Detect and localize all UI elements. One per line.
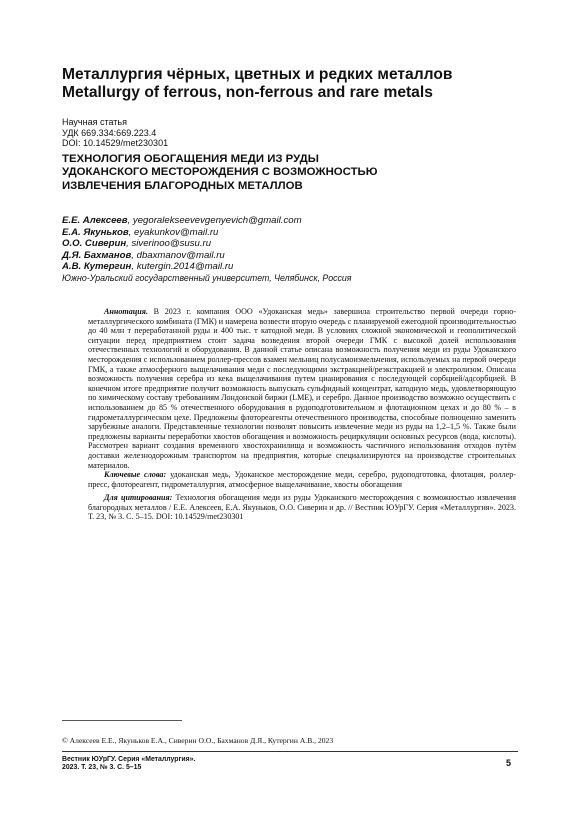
article-title-line: УДОКАНСКОГО МЕСТОРОЖДЕНИЯ С ВОЗМОЖНОСТЬЮ [62, 166, 378, 179]
journal-footer [62, 756, 262, 773]
author-email[interactable]: eyakunkov@mail.ru [134, 226, 219, 238]
citation-label: Для цитирования: [104, 493, 173, 503]
author-list [62, 215, 522, 285]
citation-text: Технология обогащения меди из руды Удоканского месторождения с возможностью извлечения благородных металлов / Е.Е. Алексеев, Е.А. Якуньков, О.О. Сиверин и др. // Вестник ЮУрГУ. Серия «Металлургия». 2023. Т. 23, № 3. С. 5–15. DOI: 10.14529/met230301 [88, 493, 516, 522]
citation-paragraph [88, 493, 516, 522]
abstract-block [88, 307, 516, 522]
article-title-line: ИЗВЛЕЧЕНИЯ БЛАГОРОДНЫХ МЕТАЛЛОВ [62, 179, 303, 192]
keywords-paragraph [88, 470, 516, 489]
article-meta [62, 117, 362, 149]
author-entry: Е.Е. Алексеев, yegoralekseevevgenyevich@gmail.com [62, 215, 302, 226]
article-type: Научная статья [62, 117, 127, 127]
journal-name: Вестник ЮУрГУ. Серия «Металлургия». [62, 756, 196, 763]
doi-link[interactable]: DOI: 10.14529/met230301 [62, 138, 169, 149]
udc-code: УДК 669.334:669.223.4 [62, 127, 157, 138]
section-title-en: Metallurgy of ferrous, non-ferrous and rare metals [62, 84, 433, 101]
footer-divider [62, 751, 518, 752]
article-title-line: ТЕХНОЛОГИЯ ОБОГАЩЕНИЯ МЕДИ ИЗ РУДЫ [62, 153, 319, 165]
page-number: 5 [506, 758, 512, 768]
abstract-label: Аннотация. [104, 307, 148, 316]
footnote-divider [62, 720, 182, 721]
author-email[interactable]: dbaxmanov@mail.ru [136, 249, 225, 261]
author-name: Е.А. Якуньков [62, 226, 129, 238]
section-title [62, 66, 532, 102]
author-email[interactable]: siverinoo@susu.ru [131, 238, 212, 250]
author-email[interactable]: kutergin.2014@mail.ru [136, 261, 234, 273]
author-name: А.В. Кутергин [62, 261, 132, 273]
author-entry: О.О. Сиверин, siverinoo@susu.ru [62, 238, 212, 250]
author-email[interactable]: yegoralekseevevgenyevich@gmail.com [132, 215, 302, 226]
author-entry: А.В. Кутергин, kutergin.2014@mail.ru [62, 261, 234, 273]
abstract-paragraph [88, 307, 516, 470]
section-title-ru: Металлургия чёрных, цветных и редких металлов [62, 66, 453, 83]
journal-issue: 2023. Т. 23, № 3. С. 5–15 [62, 764, 142, 772]
author-name: О.О. Сиверин [62, 238, 127, 250]
author-name: Е.Е. Алексеев [62, 215, 128, 226]
keywords-label: Ключевые слова: [104, 470, 167, 480]
keywords-text: удоканская медь, Удоканское месторождение меди, серебро, рудоподготовка, флотация, роллер-пресс, флотореагент, гидрометаллургия, атмосферное выщелачивание, хвосты обогащения [88, 470, 517, 489]
abstract-text: В 2023 г. компания ООО «Удоканская медь» завершила строительство первой очереди горно-металлургического комбината (ГМК) и намерена возвести вторую очередь с планируемой ежегодной производительностью до 40 млн т переработанной руды и 400 тыс. т катодной меди. В условиях сложной экономической и геополитической ситуации перед предприятием стоит задача возведения второй очереди ГМК с высокой долей использования отечественных технологий и оборудования. В данной статье описана возможность получения меди из руды Удоканского месторождения с использованием роллер-прессов взамен мельниц полусамоизмельчения, используемых на первой очереди ГМК, а также атмосферного выщелачивания меди с последующими экстракцией/реэкстракцией и электролизом. Описана возможность получения серебра из кека выщелачивания путем цианирования с последующей сорбцией/адсорбцией. В конечном итоге предприятие получит возможность выпускать сульфидный концентрат, катодную медь, удовлетворяющую по химическому составу требованиям Лондонской биржи (LME), и серебро. Данное производство возможно осуществить с использованием до 85 % отечественного оборудования в рудоподготовительном и флотационном цехах и до 80 % – в гидрометаллургическом цехе. Предложены флотореагенты отечественного производства, способные полноценно заменить зарубежные аналоги. Представленные технологии позволят повысить извлечение меди из руды на 1,2–1,5 %. Также были предложены варианты переработки хвостов обогащения и возможность рециркуляции основных ресурсов (вода, кислоты). Рассмотрен вариант создания временного хвостохранилища и возможность частичного использования отходов путём доставки железнодорожным транспортом на предприятия, которые специализируются на производстве строительных материалов. [88, 307, 516, 470]
affiliation: Южно-Уральский государственный университет, Челябинск, Россия [62, 272, 352, 283]
author-entry: Д.Я. Бахманов, dbaxmanov@mail.ru [62, 249, 225, 261]
copyright-notice: © Алексеев Е.Е., Якуньков Е.А., Сиверин О.О., Бахманов Д.Я., Кутергин А.В., 2023 [62, 736, 334, 745]
author-name: Д.Я. Бахманов [62, 249, 132, 261]
author-entry: Е.А. Якуньков, eyakunkov@mail.ru [62, 226, 219, 238]
article-title [62, 153, 522, 193]
